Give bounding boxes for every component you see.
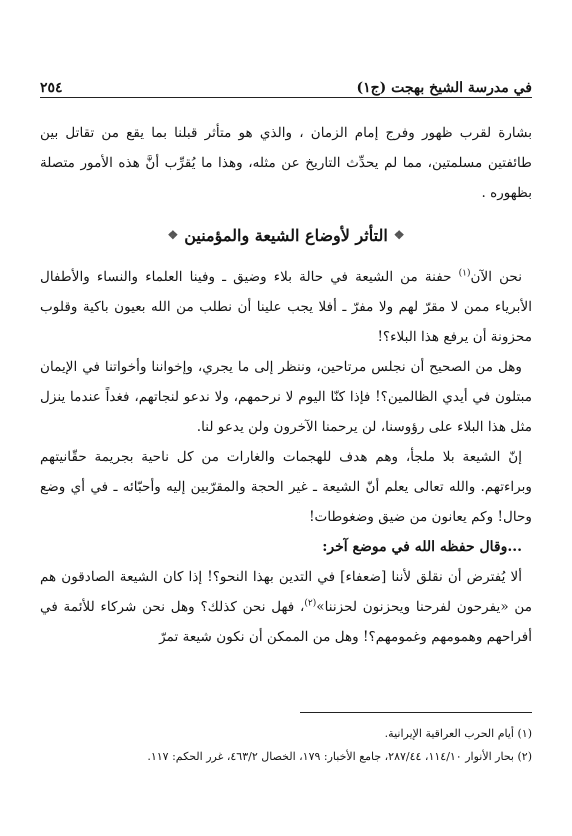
- footnotes: [40, 722, 532, 768]
- paragraph-text: حفنة من الشيعة في حالة بلاء وضيق ـ وفينا العلماء والنساء والأطفال الأبرياء ممن لا مقرّ لهم ولا مفرّ ـ أفلا يجب علينا أن نطلب من الله بعيون باكية وقلوب محزونة أن يرفع هذا البلاء؟!: [40, 269, 532, 345]
- intro-block: [40, 118, 532, 208]
- header-divider: [40, 97, 532, 98]
- footnote-1: (١) أيام الحرب العراقية الإيرانية.: [384, 727, 532, 740]
- paragraph-4: [40, 562, 532, 652]
- paragraph-2: وهل من الصحيح أن نجلس مرتاحين، وننظر إلى ما يجري، وإخواننا وأخواتنا في الإيمان مبتلون في أيدي الظالمين؟! فإذا كنّا اليوم لا نرحمهم، ولا ندعو لنجاتهم، فغداً عندما ينزل مثل هذا البلاء على رؤوسنا، لن يرحمنا الآخرون ولن يدعو لنا.: [40, 359, 532, 435]
- section-heading: [40, 224, 532, 245]
- intro-paragraph: بشارة لقرب ظهور وفرج إمام الزمان ، والذي هو متأثر قبلنا بما يقع من تقاتل بين طائفتين مسلمتين، مما لم يحدِّث التاريخ عن مثله، وهذا ما يُقرِّب أنَّ هذه الأمور متصلة بظهوره .: [40, 125, 532, 201]
- ornament-icon: ❖: [167, 228, 179, 242]
- running-header: [40, 70, 532, 96]
- paragraph-text: نحن الآن: [470, 269, 522, 285]
- footnote-ref[interactable]: (١): [458, 268, 471, 279]
- section-title: التأثر لأوضاع الشيعة والمؤمنين: [184, 225, 388, 245]
- paragraph-text: ، فهل نحن كذلك؟ وهل نحن شركاء للأئمة في أفراحهم وهمومهم وغمومهم؟! وهل من الممكن أن نكون شيعة تمرّ: [40, 599, 532, 645]
- quote-intro: ...وقال حفظه الله في موضع آخر:: [322, 539, 522, 555]
- paragraph-1: [40, 262, 532, 352]
- footnote-2: (٢) بحار الأنوار ١١٤/١٠، ٢٨٧/٤٤، جامع الأخبار: ١٧٩، الخصال ٤٦٣/٢، غرر الحكم: ١١٧.: [147, 750, 532, 763]
- book-title: في مدرسة الشيخ بهجت (ج١): [356, 80, 532, 96]
- ornament-icon: ❖: [393, 228, 405, 242]
- footnote-ref[interactable]: (٢): [304, 598, 317, 609]
- footnote-divider: [300, 712, 532, 713]
- section-body: [40, 262, 532, 652]
- paragraph-text: ألا يُفترض أن نقلق لأننا [ضعفاء] في التدين بهذا النحو؟! إذا كان الشيعة الصادقون هم من «يفرحون لفرحنا ويحزنون لحزننا»: [40, 569, 533, 615]
- paragraph-3: إنّ الشيعة بلا ملجأ، وهم هدف للهجمات والغارات من كل ناحية بجريمة حقّانيتهم وبراءتهم. والله تعالى يعلم أنّ الشيعة ـ غير الحجة والمقرّبين إليه وأحبّائه ـ في أي وضع وحال! وكم يعانون من ضيق وضغوطات!: [40, 449, 532, 525]
- page-number: ٢٥٤: [40, 80, 63, 96]
